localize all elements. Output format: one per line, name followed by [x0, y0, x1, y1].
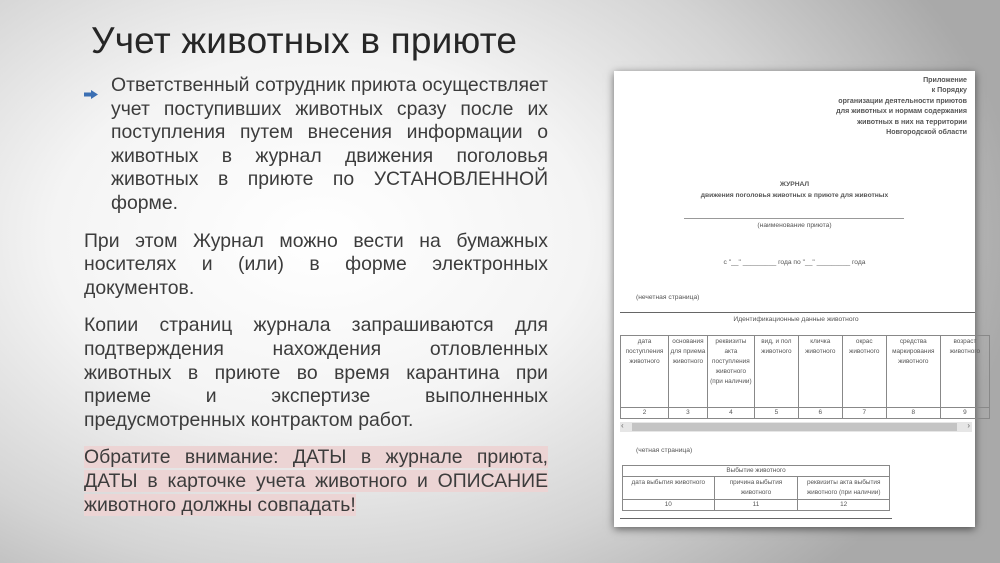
column-number: 11 [714, 500, 798, 511]
column-number: 9 [940, 408, 989, 419]
date-range-line: с "__" _________ года по "__" _________ года [723, 259, 866, 266]
bullet-paragraph [84, 74, 548, 216]
column-header: причина выбытия животного [714, 477, 798, 500]
column-number: 7 [842, 408, 886, 419]
odd-page-label: (нечетная страница) [636, 294, 700, 301]
appendix-line: организации деятельности приютов [838, 96, 967, 105]
slide-body [84, 74, 548, 517]
paragraph-responsible-employee: Ответственный сотрудник приюта осуществляет учет поступивших животных сразу после их поступления путем внесения информации о животных в журнал движения поголовья животных в приюте по УСТАНОВЛЕННОЙ форме. [111, 74, 548, 214]
scroll-right-icon[interactable]: › [967, 421, 970, 430]
even-columns-row [623, 477, 890, 500]
horizontal-scrollbar[interactable] [620, 422, 972, 432]
slide-title: Учет животных в приюте [91, 20, 518, 61]
column-number: 5 [754, 408, 798, 419]
ident-header: Идентификационные данные животного [733, 316, 859, 323]
even-page-label: (четная страница) [636, 447, 693, 454]
column-number: 10 [623, 500, 715, 511]
paragraph-journal-copies: Копии страниц журнала запрашиваются для подтверждения нахождения отловленных животных в приюте во время карантина при приеме и экспертизе выполненных предусмотренных контрактом работ. [84, 314, 548, 431]
disposal-header: Выбытие животного [623, 466, 890, 477]
column-header: реквизиты акта выбытия животного (при наличии) [798, 477, 890, 500]
appendix-block [836, 75, 967, 137]
appendix-line: Приложение [923, 76, 967, 84]
column-header: средства маркирования животного [886, 336, 940, 408]
even-page-table [622, 465, 890, 511]
shelter-name-line [684, 218, 904, 219]
column-number: 2 [621, 408, 669, 419]
journal-title: ЖУРНАЛ [779, 181, 810, 188]
column-number: 8 [886, 408, 940, 419]
table-header-row [621, 336, 990, 408]
column-header: вид, и пол животного [754, 336, 798, 408]
appendix-line: к Порядку [931, 86, 967, 95]
column-header: окрас животного [842, 336, 886, 408]
column-header: возраст животного [940, 336, 989, 408]
shelter-name-caption: (наименование приюта) [757, 222, 832, 229]
column-number: 6 [798, 408, 842, 419]
column-header: дата выбытия животного [623, 477, 715, 500]
scroll-left-icon[interactable]: ‹ [621, 421, 624, 430]
paragraph-journal-format: При этом Журнал можно вести на бумажных носителях и (или) в форме электронных документов. [84, 229, 548, 299]
table-bottom-line [620, 518, 892, 519]
column-number: 12 [798, 500, 890, 511]
odd-page-table [620, 335, 990, 419]
attention-highlight: Обратите внимание: ДАТЫ в журнале приюта, ДАТЫ в карточке учета животного и ОПИСАНИЕ животного должны совпадать! [84, 446, 548, 516]
appendix-line: животных в них на территории [857, 117, 967, 126]
column-header: основания для приема животного [669, 336, 708, 408]
scrollbar-thumb[interactable] [632, 423, 957, 431]
disposal-header-row [623, 466, 890, 477]
arrow-bullet-icon [84, 74, 111, 216]
table-number-row [621, 408, 990, 419]
even-number-row [623, 500, 890, 511]
appendix-line: для животных и нормам содержания [836, 107, 967, 116]
column-header: кличка животного [798, 336, 842, 408]
journal-form-image [614, 71, 981, 527]
journal-subtitle: движения поголовья животных в приюте для животных [700, 192, 889, 199]
column-header: дата поступления животного [621, 336, 669, 408]
column-number: 4 [707, 408, 754, 419]
appendix-line: Новгородской области [886, 128, 967, 137]
paragraph-attention [84, 446, 548, 517]
table-top-line [620, 312, 975, 313]
column-number: 3 [669, 408, 708, 419]
column-header: реквизиты акта поступления животного (при наличии) [707, 336, 754, 408]
